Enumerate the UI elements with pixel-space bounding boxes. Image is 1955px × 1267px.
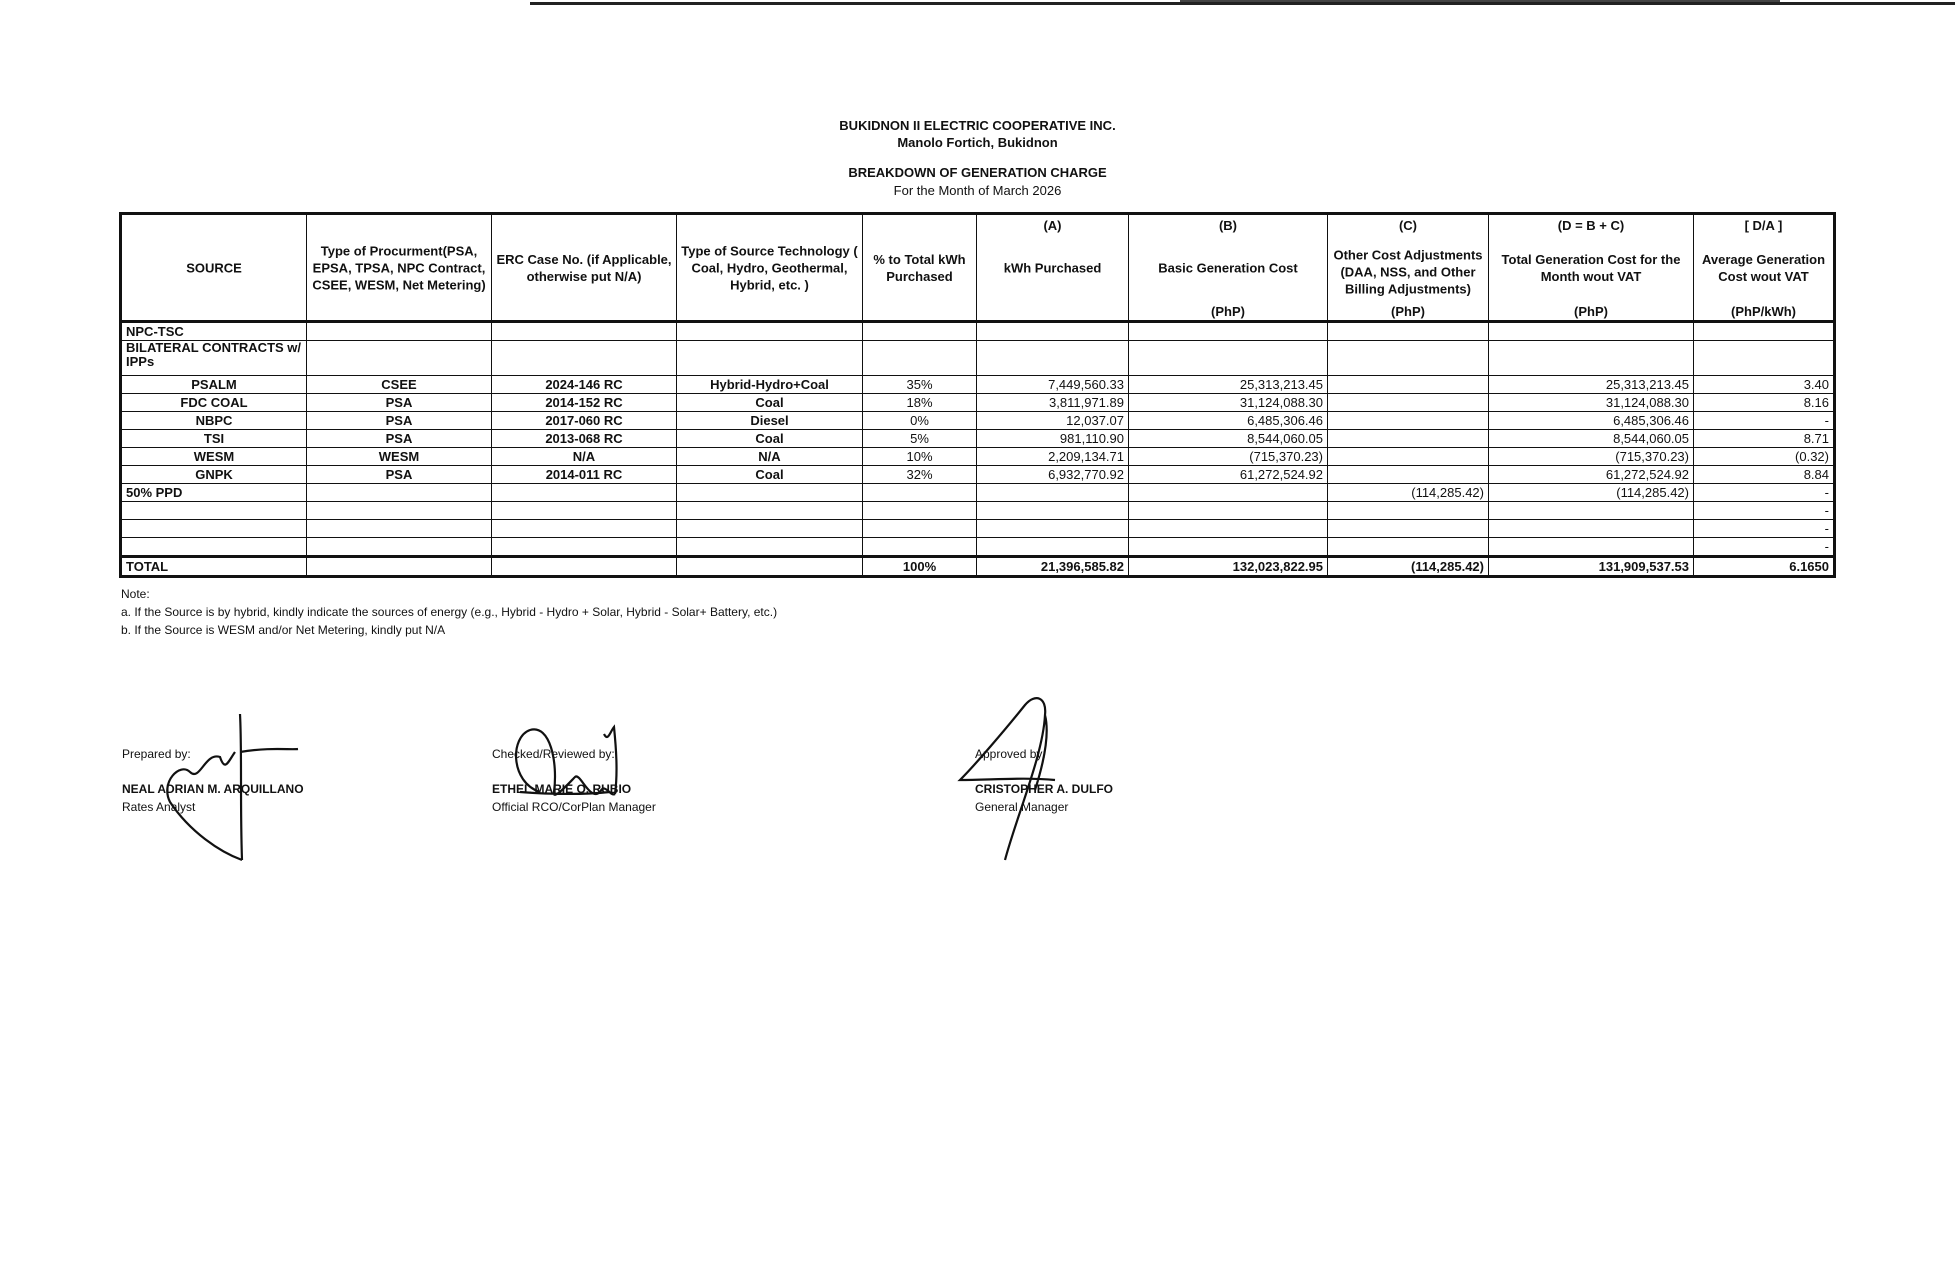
- table-row: [121, 502, 1835, 520]
- table-row: [121, 484, 1835, 502]
- cell-avg: 8.71: [1694, 430, 1835, 448]
- cell-basic: 61,272,524.92: [1129, 466, 1328, 484]
- cell-source: FDC COAL: [121, 394, 307, 412]
- col-header-kwh: (A) kWh Purchased: [977, 214, 1129, 322]
- cell-total: (715,370.23): [1489, 448, 1694, 466]
- checked-name: ETHEL MARIE O. RUBIO: [492, 782, 632, 796]
- table-row: [121, 412, 1835, 430]
- cell-technology: Coal: [677, 466, 863, 484]
- cell-total: (114,285.42): [1489, 484, 1694, 502]
- cell-total-total: 131,909,537.53: [1489, 557, 1694, 577]
- cell-total-other: (114,285.42): [1328, 557, 1489, 577]
- table-row: [121, 520, 1835, 538]
- section-npc: NPC-TSC: [121, 322, 307, 341]
- cell-basic: 8,544,060.05: [1129, 430, 1328, 448]
- cell-kwh: 12,037.07: [977, 412, 1129, 430]
- scan-edge-line: [1180, 0, 1780, 2]
- cell-avg: -: [1694, 520, 1835, 538]
- cell-erc: 2014-011 RC: [492, 466, 677, 484]
- cell-other: [1328, 394, 1489, 412]
- cell-other: [1328, 376, 1489, 394]
- col-header-other: (C) Other Cost Adjustments (DAA, NSS, and Other Billing Adjustments) (PhP): [1328, 214, 1489, 322]
- table-row: [121, 466, 1835, 484]
- cell-source: WESM: [121, 448, 307, 466]
- total-row: [121, 557, 1835, 577]
- checked-position: Official RCO/CorPlan Manager: [492, 800, 656, 814]
- cell-avg: 8.16: [1694, 394, 1835, 412]
- col-header-pct: % to Total kWh Purchased: [863, 214, 977, 322]
- note-b: b. If the Source is WESM and/or Net Metering, kindly put N/A: [121, 623, 446, 637]
- cell-erc: N/A: [492, 448, 677, 466]
- approved-signature: [955, 695, 1075, 865]
- report-title: BREAKDOWN OF GENERATION CHARGE: [848, 165, 1107, 180]
- cell-other: [1328, 466, 1489, 484]
- approved-name: CRISTOPHER A. DULFO: [975, 782, 1114, 796]
- cell-erc: 2013-068 RC: [492, 430, 677, 448]
- col-header-total: (D = B + C) Total Generation Cost for the Month wout VAT (PhP): [1489, 214, 1694, 322]
- table-row: [121, 394, 1835, 412]
- approved-position: General Manager: [975, 800, 1069, 814]
- note-a: a. If the Source is by hybrid, kindly indicate the sources of energy (e.g., Hybrid - Hydro + Solar, Hybrid - Solar+ Battery, etc.): [121, 605, 778, 619]
- table-row: [121, 538, 1835, 557]
- cell-source: TSI: [121, 430, 307, 448]
- cell-other: (114,285.42): [1328, 484, 1489, 502]
- prepared-signature: [150, 712, 310, 862]
- cell-source: NBPC: [121, 412, 307, 430]
- cell-avg: -: [1694, 412, 1835, 430]
- cell-technology: Diesel: [677, 412, 863, 430]
- cell-total: 6,485,306.46: [1489, 412, 1694, 430]
- col-header-avg: [ D/A ] Average Generation Cost wout VAT (PhP/kWh): [1694, 214, 1835, 322]
- cell-pct: 32%: [863, 466, 977, 484]
- cell-total-pct: 100%: [863, 557, 977, 577]
- cell-erc: 2017-060 RC: [492, 412, 677, 430]
- cell-technology: Coal: [677, 394, 863, 412]
- cell-erc: 2024-146 RC: [492, 376, 677, 394]
- scan-edge-line: [530, 2, 1955, 5]
- cell-total-label: TOTAL: [121, 557, 307, 577]
- checked-signature: [480, 722, 640, 822]
- cell-procurement: PSA: [307, 412, 492, 430]
- col-header-technology: Type of Source Technology ( Coal, Hydro, Geothermal, Hybrid, etc. ): [677, 214, 863, 322]
- notes: [121, 585, 777, 639]
- col-header-procurement: Type of Procurment(PSA, EPSA, TPSA, NPC Contract, CSEE, WESM, Net Metering): [307, 214, 492, 322]
- cell-kwh: 3,811,971.89: [977, 394, 1129, 412]
- cell-other: [1328, 412, 1489, 430]
- cell-other: [1328, 448, 1489, 466]
- cell-source: 50% PPD: [121, 484, 307, 502]
- cell-basic: 6,485,306.46: [1129, 412, 1328, 430]
- cell-erc: 2014-152 RC: [492, 394, 677, 412]
- company-address: Manolo Fortich, Bukidnon: [897, 135, 1058, 150]
- cell-total-basic: 132,023,822.95: [1129, 557, 1328, 577]
- cell-avg: -: [1694, 502, 1835, 520]
- company-name: BUKIDNON II ELECTRIC COOPERATIVE INC.: [839, 118, 1116, 133]
- cell-procurement: PSA: [307, 466, 492, 484]
- table-row: [121, 376, 1835, 394]
- cell-avg: -: [1694, 484, 1835, 502]
- cell-pct: 18%: [863, 394, 977, 412]
- cell-procurement: CSEE: [307, 376, 492, 394]
- cell-basic: (715,370.23): [1129, 448, 1328, 466]
- cell-avg: 8.84: [1694, 466, 1835, 484]
- report-period: For the Month of March 2026: [893, 183, 1062, 198]
- cell-total-kwh: 21,396,585.82: [977, 557, 1129, 577]
- cell-procurement: WESM: [307, 448, 492, 466]
- cell-basic: 31,124,088.30: [1129, 394, 1328, 412]
- cell-kwh: 2,209,134.71: [977, 448, 1129, 466]
- section-bilateral: BILATERAL CONTRACTS w/ IPPs: [121, 341, 307, 376]
- cell-total: 31,124,088.30: [1489, 394, 1694, 412]
- col-header-source: SOURCE: [121, 214, 307, 322]
- cell-source: GNPK: [121, 466, 307, 484]
- cell-pct: 5%: [863, 430, 977, 448]
- cell-pct: 10%: [863, 448, 977, 466]
- cell-total: 25,313,213.45: [1489, 376, 1694, 394]
- cell-kwh: 7,449,560.33: [977, 376, 1129, 394]
- prepared-name: NEAL ADRIAN M. ARQUILLANO: [122, 782, 304, 796]
- cell-pct: 0%: [863, 412, 977, 430]
- table-row: [121, 341, 1835, 376]
- cell-source: PSALM: [121, 376, 307, 394]
- col-header-basic: (B) Basic Generation Cost (PhP): [1129, 214, 1328, 322]
- cell-kwh: 6,932,770.92: [977, 466, 1129, 484]
- table-body: [121, 322, 1835, 577]
- cell-total-avg: 6.1650: [1694, 557, 1835, 577]
- cell-technology: Hybrid-Hydro+Coal: [677, 376, 863, 394]
- prepared-label: Prepared by:: [122, 747, 191, 761]
- cell-procurement: PSA: [307, 430, 492, 448]
- col-header-erc: ERC Case No. (if Applicable, otherwise put N/A): [492, 214, 677, 322]
- table-row: [121, 448, 1835, 466]
- approved-label: Approved by:: [975, 747, 1046, 761]
- cell-avg: (0.32): [1694, 448, 1835, 466]
- generation-charge-table: [119, 212, 1836, 578]
- cell-avg: -: [1694, 538, 1835, 557]
- note-title: Note:: [121, 587, 150, 601]
- cell-pct: 35%: [863, 376, 977, 394]
- cell-procurement: PSA: [307, 394, 492, 412]
- cell-avg: 3.40: [1694, 376, 1835, 394]
- cell-technology: N/A: [677, 448, 863, 466]
- cell-kwh: 981,110.90: [977, 430, 1129, 448]
- prepared-position: Rates Analyst: [122, 800, 196, 814]
- cell-other: [1328, 430, 1489, 448]
- cell-total: 8,544,060.05: [1489, 430, 1694, 448]
- checked-label: Checked/Reviewed by:: [492, 747, 615, 761]
- table-row: [121, 322, 1835, 341]
- table-row: [121, 430, 1835, 448]
- cell-total: 61,272,524.92: [1489, 466, 1694, 484]
- cell-basic: 25,313,213.45: [1129, 376, 1328, 394]
- cell-technology: Coal: [677, 430, 863, 448]
